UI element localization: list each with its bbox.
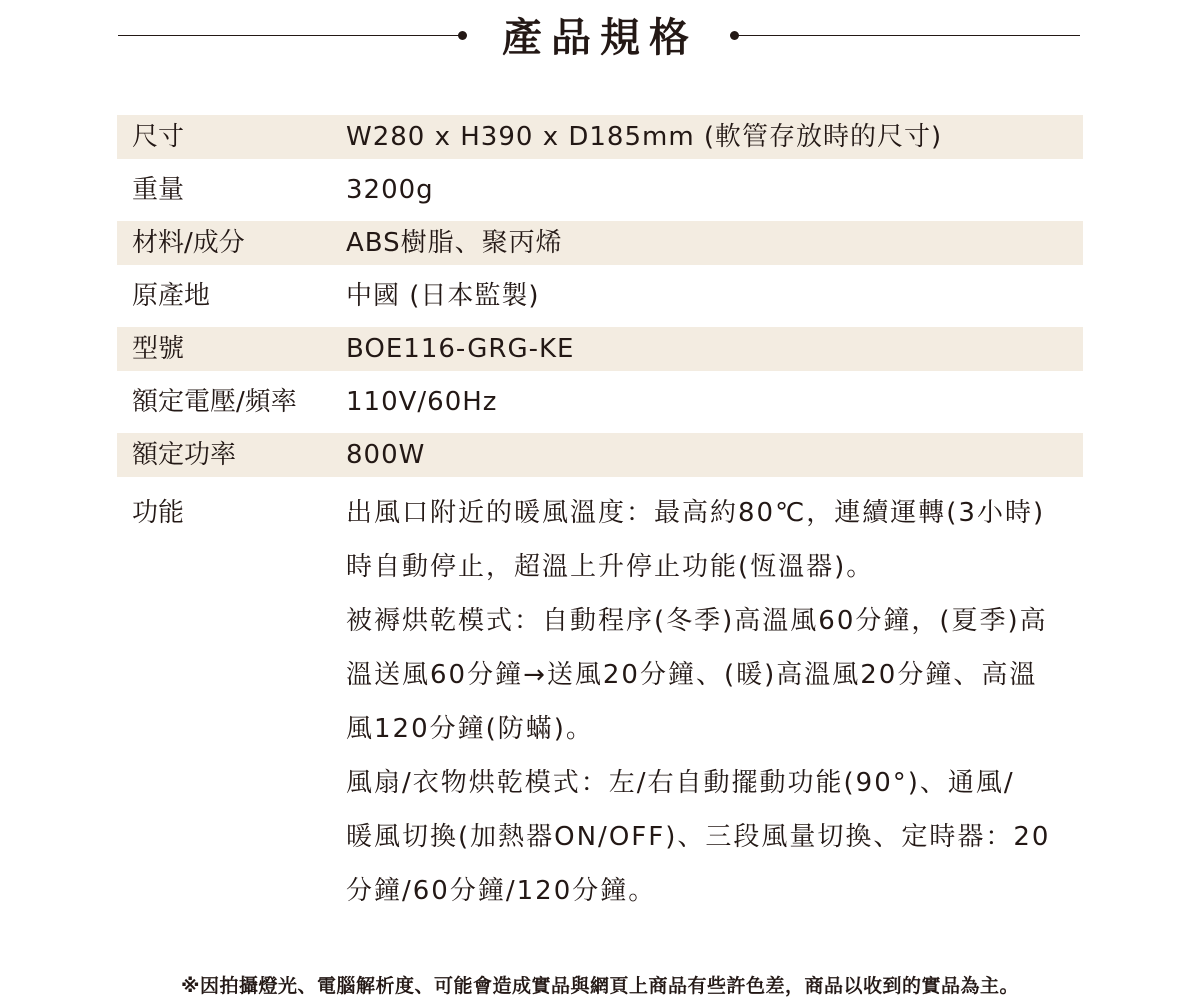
- header-dot-left: [458, 31, 467, 40]
- spec-value: 中國 (日本監製): [346, 281, 540, 311]
- function-line: 分鐘/60分鐘/120分鐘。: [346, 876, 657, 906]
- spec-label: 重量: [132, 175, 185, 205]
- function-line: 風扇/衣物烘乾模式：左/右自動擺動功能(90°)、通風/: [346, 768, 1015, 798]
- header-rule-left: [118, 35, 463, 36]
- spec-row-function: [117, 486, 1083, 918]
- spec-label: 原產地: [132, 281, 211, 311]
- header-rule-right: [734, 35, 1080, 36]
- spec-value: 110V/60Hz: [346, 387, 498, 417]
- spec-row-voltage: [117, 380, 1083, 424]
- color-disclaimer: ※因拍攝燈光、電腦解析度、可能會造成實品與網頁上商品有些許色差，商品以收到的實品為主。: [181, 975, 1019, 997]
- function-line: 出風口附近的暖風溫度：最高約80℃，連續運轉(3小時): [346, 498, 1046, 528]
- spec-label: 額定功率: [132, 440, 237, 470]
- section-header: [0, 0, 1200, 75]
- function-line: 暖風切換(加熱器ON/OFF)、三段風量切換、定時器：20: [346, 822, 1051, 852]
- spec-label: 尺寸: [132, 122, 185, 152]
- spec-label: 功能: [132, 498, 185, 528]
- spec-value: 800W: [346, 440, 426, 470]
- spec-table: [117, 115, 1083, 927]
- page-title: 產品規格: [502, 15, 698, 61]
- spec-row-size: [117, 115, 1083, 159]
- spec-row-material: [117, 221, 1083, 265]
- spec-label: 材料/成分: [132, 228, 245, 258]
- spec-value: 3200g: [346, 175, 434, 205]
- function-line: 時自動停止，超溫上升停止功能(恆溫器)。: [346, 552, 875, 582]
- spec-row-origin: [117, 274, 1083, 318]
- spec-value: W280 x H390 x D185mm (軟管存放時的尺寸): [346, 122, 943, 152]
- spec-row-power: [117, 433, 1083, 477]
- function-line: 溫送風60分鐘→送風20分鐘、(暖)高溫風20分鐘、高溫: [346, 660, 1038, 690]
- spec-row-model: [117, 327, 1083, 371]
- spec-label: 額定電壓/頻率: [132, 387, 297, 417]
- function-description: [346, 486, 1050, 918]
- spec-label: 型號: [132, 334, 185, 364]
- function-line: 被褥烘乾模式：自動程序(冬季)高溫風60分鐘，(夏季)高: [346, 606, 1048, 636]
- spec-row-weight: [117, 168, 1083, 212]
- function-line: 風120分鐘(防蟎)。: [346, 714, 594, 744]
- spec-value: ABS樹脂、聚丙烯: [346, 228, 563, 258]
- spec-value: BOE116-GRG-KE: [346, 334, 575, 364]
